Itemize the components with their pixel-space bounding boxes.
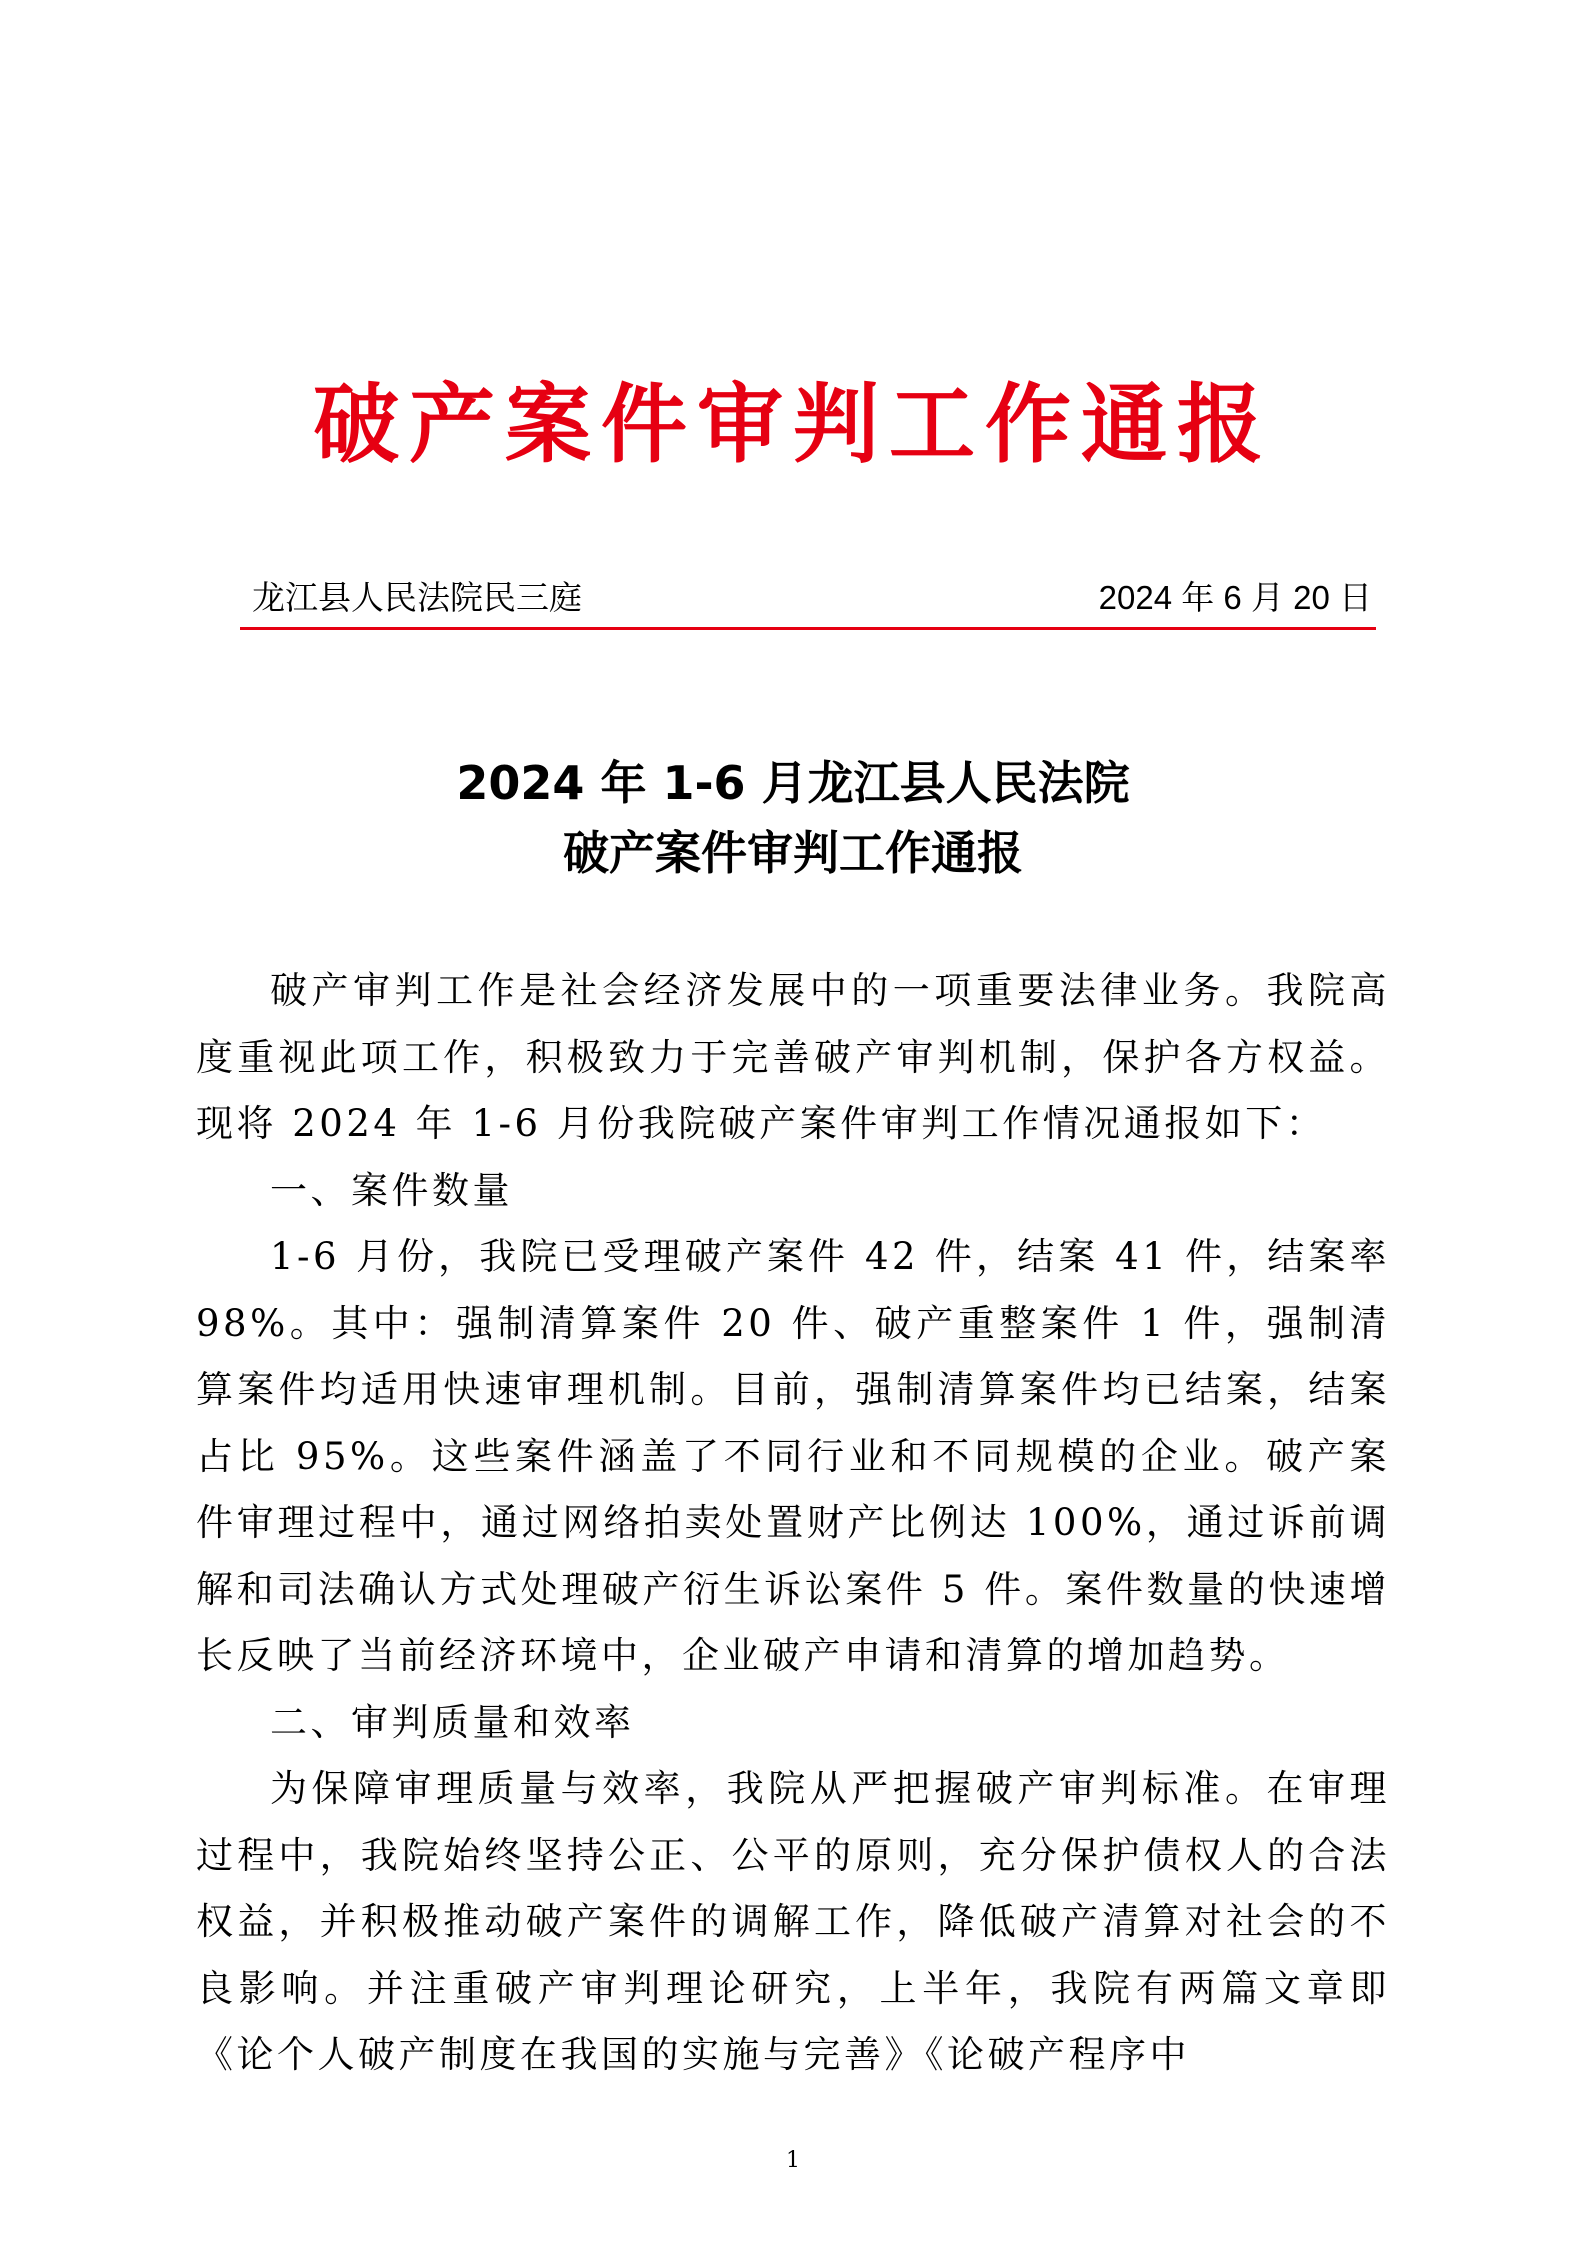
document-body <box>196 958 1390 2089</box>
intro-paragraph: 破产审判工作是社会经济发展中的一项重要法律业务。我院高度重视此项工作，积极致力于完善破产审判机制，保护各方权益。现将 2024 年 1-6 月份我院破产案件审判工作情况通报如下： <box>196 969 1390 1145</box>
section2-heading: 二、审判质量和效率 <box>270 1700 635 1744</box>
document-title <box>0 748 1586 888</box>
masthead-title: 破产案件审判工作通报 <box>313 375 1273 475</box>
issuer-row <box>252 572 1372 618</box>
section2-paragraph: 为保障审理质量与效率，我院从严把握破产审判标准。在审理过程中，我院始终坚持公正、公平的原则，充分保护债权人的合法权益，并积极推动破产案件的调解工作，降低破产清算对社会的不良影响。并注重破产审判理论研究，上半年，我院有两篇文章即《论个人破产制度在我国的实施与完善》《论破产程序中 <box>196 1767 1390 2076</box>
section1-heading: 一、案件数量 <box>270 1168 513 1212</box>
document-title-line1: 2024 年 1-6 月龙江县人民法院 <box>456 756 1130 810</box>
page-number: 1 <box>786 2148 800 2173</box>
issue-date: 2024 年 6 月 20 日 <box>1098 579 1372 616</box>
section1-paragraph: 1-6 月份，我院已受理破产案件 42 件，结案 41 件，结案率 98%。其中：强制清算案件 20 件、破产重整案件 1 件，强制清算案件均适用快速审理机制。目前，强制清算案件均已结案，结案占比 95%。这些案件涵盖了不同行业和不同规模的企业。破产案件审理过程中，通过网络拍卖处置财产比例达 100%，通过诉前调解和司法确认方式处理破产衍生诉讼案件 5 件。案件数量的快速增长反映了当前经济环境中，企业破产申请和清算的增加趋势。 <box>196 1235 1390 1677</box>
document-title-line2: 破产案件审判工作通报 <box>563 826 1023 880</box>
issuer-name: 龙江县人民法院民三庭 <box>252 578 582 617</box>
red-divider-line <box>240 627 1376 630</box>
